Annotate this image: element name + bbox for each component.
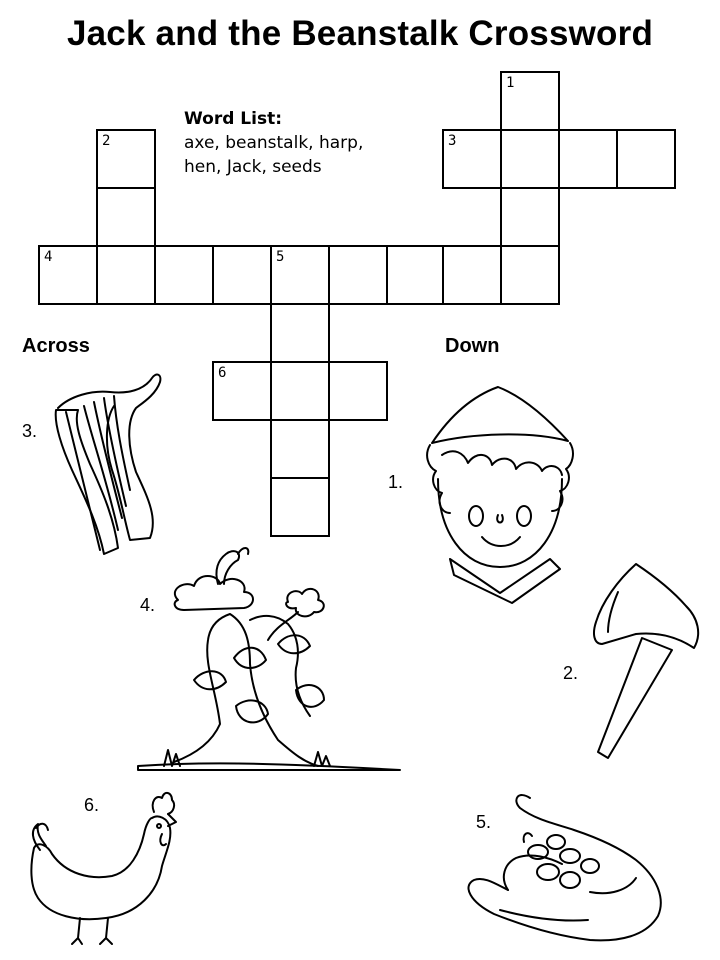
clue-number-across-3: 3. — [22, 421, 38, 441]
grid-cell-4-across-9[interactable] — [500, 245, 560, 305]
grid-cell-4-across-8[interactable] — [442, 245, 502, 305]
down-heading: Down — [445, 335, 500, 357]
beanstalk-icon — [138, 540, 400, 772]
grid-cell-3-across-3[interactable] — [558, 129, 618, 189]
page-title: Jack and the Beanstalk Crossword — [66, 14, 654, 53]
grid-cell-5-down-4[interactable] — [270, 419, 330, 479]
grid-cell-4-across-6[interactable] — [328, 245, 388, 305]
grid-cell-2-down-1[interactable] — [96, 129, 156, 189]
word-list-line-1: axe, beanstalk, harp, — [184, 133, 364, 153]
grid-cell-5-down-5[interactable] — [270, 477, 330, 537]
grid-cell-5-down-2[interactable] — [270, 303, 330, 363]
hen-icon — [26, 788, 176, 946]
clue-number-down-5: 5. — [476, 812, 492, 832]
grid-number: 1 — [506, 75, 515, 91]
grid-cell-4-across-5[interactable] — [270, 245, 330, 305]
grid-number: 4 — [44, 249, 53, 265]
grid-cell-2-down-2[interactable] — [96, 187, 156, 247]
grid-cell-4-across-1[interactable] — [38, 245, 98, 305]
word-list-line-2: hen, Jack, seeds — [184, 157, 322, 177]
grid-number: 6 — [218, 365, 227, 381]
grid-cell-1-down-3[interactable] — [500, 187, 560, 247]
grid-cell-4-across-3[interactable] — [154, 245, 214, 305]
grid-cell-1-down-2[interactable] — [500, 129, 560, 189]
clue-number-down-2: 2. — [563, 663, 579, 683]
grid-cell-5-down-3[interactable] — [270, 361, 330, 421]
grid-number: 2 — [102, 133, 111, 149]
grid-cell-6-across-3[interactable] — [328, 361, 388, 421]
grid-number: 3 — [448, 133, 457, 149]
grid-cell-1-down-1[interactable] — [500, 71, 560, 131]
grid-cell-3-across-1[interactable] — [442, 129, 502, 189]
across-heading: Across — [22, 335, 90, 357]
word-list — [184, 107, 363, 179]
clue-number-down-1: 1. — [388, 472, 404, 492]
grid-cell-6-across-1[interactable] — [212, 361, 272, 421]
boy-face-icon — [420, 383, 580, 608]
axe-icon — [578, 562, 708, 762]
grid-cell-3-across-4[interactable] — [616, 129, 676, 189]
grid-cell-4-across-7[interactable] — [386, 245, 446, 305]
grid-cell-4-across-4[interactable] — [212, 245, 272, 305]
clue-number-across-4: 4. — [140, 595, 156, 615]
grid-cell-4-across-2[interactable] — [96, 245, 156, 305]
grid-number: 5 — [276, 249, 285, 265]
clue-number-across-6: 6. — [84, 795, 100, 815]
word-list-heading: Word List: — [184, 109, 282, 129]
seeds-hand-icon — [460, 786, 672, 946]
harp-icon — [48, 368, 173, 558]
